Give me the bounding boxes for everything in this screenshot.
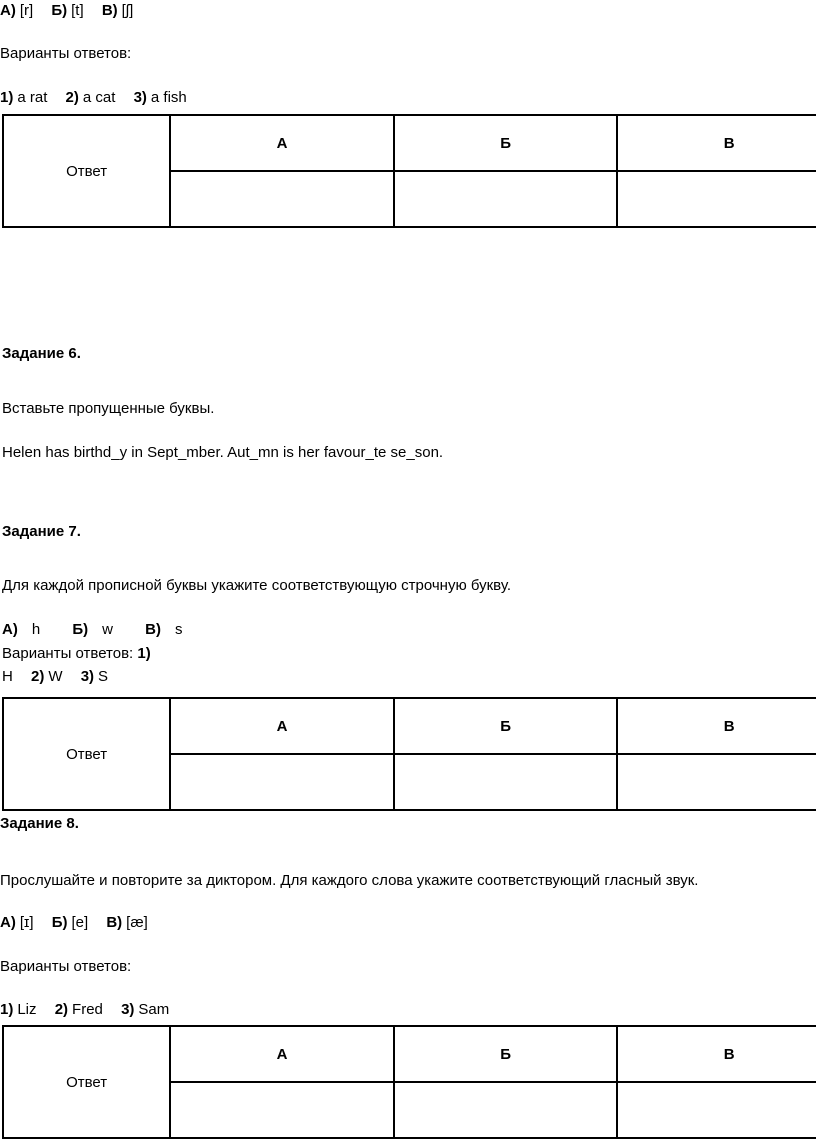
option-value: [æ] bbox=[126, 914, 148, 931]
task7-answer-table bbox=[2, 697, 816, 811]
answer-value: Liz bbox=[17, 1001, 37, 1018]
answer-cell-b[interactable] bbox=[394, 754, 618, 810]
option-value: [t] bbox=[71, 2, 84, 19]
answer-key: 1) bbox=[0, 89, 14, 106]
answer-row-label: Ответ bbox=[3, 1026, 170, 1138]
answer-key: 3) bbox=[80, 668, 95, 685]
task7-instruction: Для каждой прописной буквы укажите соответствующую строчную букву. bbox=[2, 577, 511, 594]
column-header-b: Б bbox=[394, 115, 618, 171]
column-header-b: Б bbox=[394, 698, 618, 754]
answer-value: a cat bbox=[82, 89, 116, 106]
answer-row-label: Ответ bbox=[3, 698, 170, 810]
option-key: А) bbox=[0, 2, 16, 19]
answer-value: a fish bbox=[150, 89, 187, 106]
answer-key: 1) bbox=[137, 645, 151, 662]
answer-cell-b[interactable] bbox=[394, 1082, 618, 1138]
answer-cell-v[interactable] bbox=[617, 754, 816, 810]
answer-key: 2) bbox=[31, 668, 45, 685]
option-value: s bbox=[174, 621, 183, 638]
answer-value: Sam bbox=[138, 1001, 170, 1018]
column-header-b: Б bbox=[394, 1026, 618, 1082]
answer-value: a rat bbox=[17, 89, 48, 106]
option-key: В) bbox=[106, 914, 123, 931]
answer-value: S bbox=[98, 668, 109, 685]
answer-cell-a[interactable] bbox=[170, 754, 394, 810]
option-key: Б) bbox=[51, 914, 68, 931]
task5-options-line bbox=[0, 2, 133, 20]
task5-answer-table bbox=[2, 114, 816, 228]
answer-key: 2) bbox=[65, 89, 79, 106]
option-value: [ʃ] bbox=[121, 2, 134, 19]
task8-answer-table bbox=[2, 1025, 816, 1139]
option-value: [ɪ] bbox=[19, 914, 34, 931]
task7-answers-line bbox=[2, 668, 108, 686]
task6-instruction: Вставьте пропущенные буквы. bbox=[2, 400, 215, 417]
task7-answers-label-line bbox=[2, 645, 151, 663]
answer-cell-a[interactable] bbox=[170, 171, 394, 227]
column-header-v: В bbox=[617, 1026, 816, 1082]
answer-cell-a[interactable] bbox=[170, 1082, 394, 1138]
option-key: Б) bbox=[72, 621, 89, 638]
option-key: А) bbox=[2, 621, 18, 638]
task7-answers-label: Варианты ответов: bbox=[2, 645, 134, 662]
answer-key: 1) bbox=[0, 1001, 14, 1018]
column-header-a: А bbox=[170, 1026, 394, 1082]
answer-value: H bbox=[2, 668, 13, 685]
option-value: w bbox=[102, 621, 113, 638]
task8-title: Задание 8. bbox=[0, 815, 79, 832]
task8-options-line bbox=[0, 914, 148, 932]
task6-sentence: Helen has birthd_y in Sept_mber. Aut_mn is her favour_te se_son. bbox=[2, 444, 444, 461]
answer-cell-v[interactable] bbox=[617, 1082, 816, 1138]
column-header-v: В bbox=[617, 115, 816, 171]
task6-title: Задание 6. bbox=[2, 345, 81, 362]
answer-value: Fred bbox=[72, 1001, 103, 1018]
task8-answers-line bbox=[0, 1001, 169, 1019]
answer-key: 2) bbox=[54, 1001, 69, 1018]
task8-answers-label: Варианты ответов: bbox=[0, 958, 132, 975]
task7-options-line bbox=[2, 621, 182, 639]
task5-answers-label: Варианты ответов: bbox=[0, 45, 132, 62]
column-header-a: А bbox=[170, 698, 394, 754]
option-key: В) bbox=[101, 2, 118, 19]
option-value: [e] bbox=[71, 914, 89, 931]
answer-value: W bbox=[48, 668, 63, 685]
answer-cell-b[interactable] bbox=[394, 171, 618, 227]
column-header-v: В bbox=[617, 698, 816, 754]
answer-key: 3) bbox=[133, 89, 147, 106]
column-header-a: А bbox=[170, 115, 394, 171]
task7-title: Задание 7. bbox=[2, 523, 81, 540]
option-key: А) bbox=[0, 914, 16, 931]
answer-row-label: Ответ bbox=[3, 115, 170, 227]
option-key: Б) bbox=[51, 2, 68, 19]
task8-instruction: Прослушайте и повторите за диктором. Для каждого слова укажите соответствующий гласный звук. bbox=[0, 872, 699, 889]
task5-answers-line bbox=[0, 89, 187, 107]
answer-cell-v[interactable] bbox=[617, 171, 816, 227]
option-value: h bbox=[31, 621, 41, 638]
answer-key: 3) bbox=[121, 1001, 135, 1018]
option-key: В) bbox=[145, 621, 161, 638]
option-value: [r] bbox=[19, 2, 34, 19]
